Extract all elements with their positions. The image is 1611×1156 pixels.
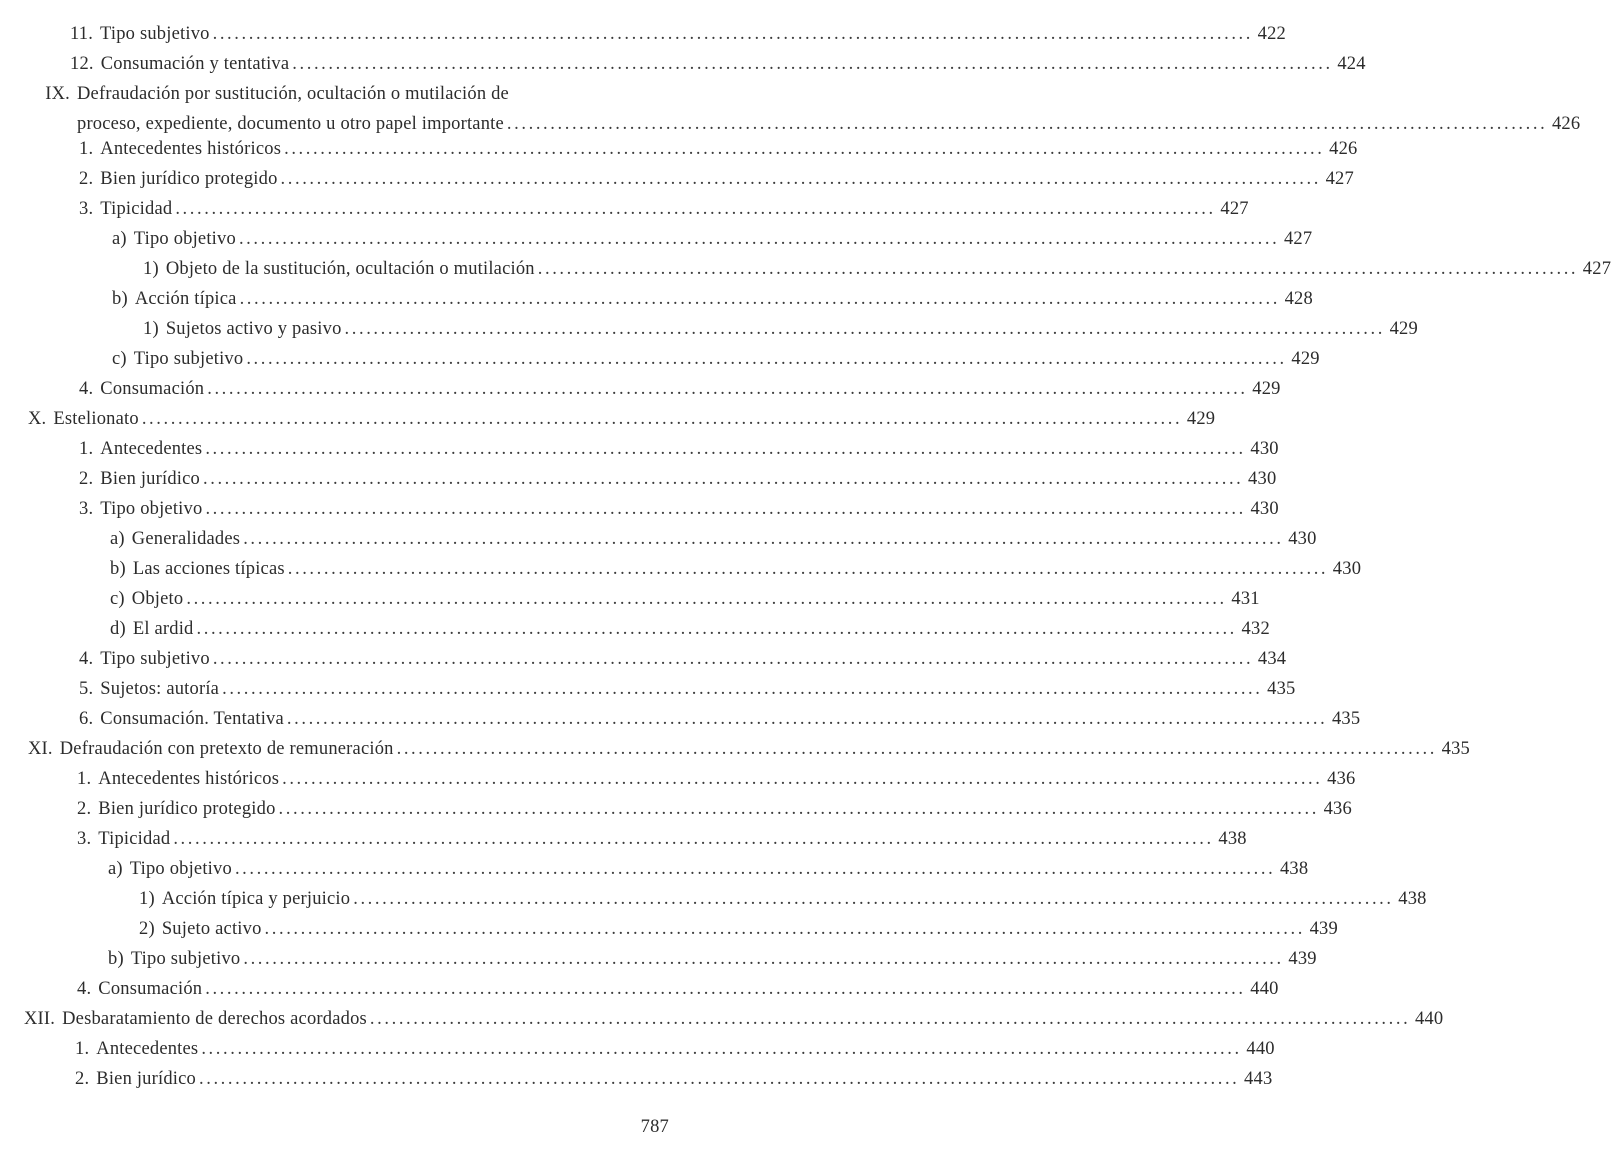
toc-entry-title: Tipo subjetivo: [133, 349, 244, 369]
toc-entry-page: 430: [1250, 499, 1279, 519]
toc-entry-page: 440: [1250, 979, 1279, 999]
toc-entry: [28, 79, 1581, 139]
toc-entry: [110, 584, 1260, 614]
toc-entry-page: 427: [1283, 229, 1313, 249]
toc-entry: [70, 49, 1366, 79]
toc-entry: [110, 614, 1270, 644]
toc-entry-number: b): [108, 949, 124, 969]
toc-entry-title: Sujeto activo: [161, 919, 262, 939]
toc-entry: [112, 224, 1313, 254]
toc-entry-page: 429: [1389, 319, 1418, 339]
toc-entry: [108, 854, 1309, 884]
dot-leader: [246, 344, 1286, 374]
dot-leader: [265, 914, 1305, 944]
toc-entry-number: X.: [28, 409, 47, 429]
dot-leader: [205, 494, 1245, 524]
toc-entry: [77, 794, 1352, 824]
dot-leader: [538, 254, 1578, 284]
toc-entry: [139, 884, 1427, 914]
dot-leader: [222, 674, 1262, 704]
toc-entry-page: 432: [1241, 619, 1270, 639]
dot-leader: [240, 284, 1280, 314]
toc-entry-page: 435: [1441, 739, 1471, 759]
toc-entry-title: Tipo subjetivo: [100, 649, 210, 669]
toc-entry-number: 11.: [70, 24, 94, 44]
toc-entry-page: 439: [1309, 919, 1338, 939]
toc-entry-number: 12.: [70, 54, 94, 74]
toc-entry: [139, 914, 1338, 944]
toc-entry-title-line: Defraudación por sustitución, ocultación o mutilación de: [77, 84, 509, 104]
toc-entry-page: 431: [1231, 589, 1260, 609]
toc-entry: [110, 554, 1362, 584]
toc-entry-page: 427: [1325, 169, 1354, 189]
toc-entry-number: IX.: [45, 84, 70, 104]
toc-entry-page: 430: [1332, 559, 1362, 579]
toc-entry: [79, 644, 1287, 674]
toc-entry-title: Objeto de la sustitución, ocultación o mutilación: [165, 259, 535, 279]
toc-entry-number: 1): [143, 319, 159, 339]
toc-entry-title: Sujetos activo y pasivo: [165, 319, 342, 339]
toc-entry-number: XII.: [24, 1009, 56, 1029]
toc-entry: [143, 314, 1418, 344]
toc-entry-title: Bien jurídico protegido: [100, 169, 278, 189]
dot-leader: [281, 164, 1321, 194]
toc-entry-number: 1): [139, 889, 155, 909]
toc-entry-page: 424: [1337, 54, 1366, 74]
toc-entry-title: Bien jurídico protegido: [98, 799, 276, 819]
dot-leader: [142, 404, 1182, 434]
toc-entry: [79, 464, 1277, 494]
dot-leader: [353, 884, 1393, 914]
dot-leader: [288, 554, 1328, 584]
dot-leader: [235, 854, 1275, 884]
toc-entry-number: 2.: [79, 169, 94, 189]
toc-entry: [79, 434, 1279, 464]
toc-entry-page: 430: [1250, 439, 1279, 459]
dot-leader: [203, 464, 1243, 494]
toc-entry-title: Tipicidad: [100, 199, 173, 219]
toc-entry-number: 2.: [77, 799, 92, 819]
toc-entry-page: 438: [1218, 829, 1247, 849]
toc-entry: [112, 284, 1313, 314]
toc-entry-number: 5.: [79, 679, 94, 699]
toc-entry: [77, 824, 1247, 854]
toc-entry-number: 3.: [79, 199, 94, 219]
toc-entry-number: 2.: [75, 1069, 90, 1089]
toc-entry-title: Desbaratamiento de derechos acordados: [62, 1009, 367, 1029]
toc-entry: [28, 404, 1216, 434]
toc-entry-page: 438: [1398, 889, 1427, 909]
toc-entry-number: b): [110, 559, 126, 579]
toc-entry-number: 1.: [77, 769, 92, 789]
dot-leader: [243, 944, 1283, 974]
toc-entry-number: 3.: [77, 829, 92, 849]
toc-entry-number: 4.: [79, 379, 94, 399]
toc-entry-number: 4.: [77, 979, 92, 999]
toc-entry-page: 439: [1288, 949, 1317, 969]
toc-entry: [77, 974, 1279, 1004]
toc-entry-title: Consumación: [98, 979, 203, 999]
toc-entry-number: 1): [143, 259, 159, 279]
toc-entry: [79, 374, 1281, 404]
toc-entry-title: Tipo objetivo: [129, 859, 232, 879]
toc-entry: [75, 1034, 1275, 1064]
toc-entry-number: 1.: [79, 139, 94, 159]
dot-leader: [397, 734, 1437, 764]
toc-entry: [79, 674, 1296, 704]
toc-entry-title: proceso, expediente, documento u otro papel importante: [77, 114, 504, 134]
dot-leader: [213, 644, 1253, 674]
toc-entry: [110, 524, 1317, 554]
toc-entry-number: 1.: [79, 439, 94, 459]
toc-entry-title: Objeto: [131, 589, 184, 609]
toc-entry-page: 430: [1288, 529, 1317, 549]
toc-entry-title: El ardid: [132, 619, 194, 639]
toc-entry-title: Tipo subjetivo: [130, 949, 241, 969]
dot-leader: [186, 584, 1226, 614]
dot-leader: [239, 224, 1279, 254]
dot-leader: [199, 1064, 1239, 1094]
toc-entry-number: 2.: [79, 469, 94, 489]
toc-entry-number: b): [112, 289, 128, 309]
toc-entry-number: d): [110, 619, 126, 639]
toc-entry-page: 436: [1323, 799, 1352, 819]
toc-entry-title: Acción típica: [134, 289, 237, 309]
dot-leader: [345, 314, 1385, 344]
toc-entry-page: 426: [1329, 139, 1358, 159]
toc-entry-page: 429: [1291, 349, 1320, 369]
toc-entry-page: 427: [1220, 199, 1249, 219]
dot-leader: [370, 1004, 1410, 1034]
toc-entry: [77, 764, 1356, 794]
toc-entry-page: 434: [1257, 649, 1287, 669]
toc-entry-title: Tipo objetivo: [100, 499, 203, 519]
toc-entry-title: Sujetos: autoría: [100, 679, 220, 699]
toc-entry-page: 443: [1244, 1069, 1273, 1089]
toc-entry-number: 6.: [79, 709, 94, 729]
dot-leader: [287, 704, 1327, 734]
toc-entry: [112, 344, 1320, 374]
toc-entry: [79, 494, 1279, 524]
toc-entry: [79, 704, 1361, 734]
toc-entry-number: a): [112, 229, 127, 249]
dot-leader: [282, 764, 1322, 794]
dot-leader: [243, 524, 1283, 554]
toc-entry-title: Tipo objetivo: [133, 229, 236, 249]
dot-leader: [292, 49, 1332, 79]
toc-entry-title: Estelionato: [53, 409, 139, 429]
toc-entry-title: Tipicidad: [98, 829, 171, 849]
toc-entry-title: Antecedentes: [96, 1039, 199, 1059]
toc-entry-number: c): [110, 589, 125, 609]
toc-entry-page: 438: [1279, 859, 1309, 879]
dot-leader: [205, 434, 1245, 464]
toc-entry-page: 426: [1551, 114, 1581, 134]
toc-entry-title: Generalidades: [131, 529, 241, 549]
toc-entry-page: 440: [1246, 1039, 1275, 1059]
toc-entry-page: 422: [1257, 24, 1286, 44]
toc-entry-number: c): [112, 349, 127, 369]
toc-entry-page: 435: [1267, 679, 1296, 699]
toc-entry-page: 427: [1582, 259, 1611, 279]
dot-leader: [197, 614, 1237, 644]
toc-entry-page: 436: [1327, 769, 1356, 789]
toc-entry: [28, 734, 1471, 764]
toc-entry-title: Bien jurídico: [100, 469, 200, 489]
toc-entry-number: XI.: [28, 739, 53, 759]
toc-entry-page: 430: [1248, 469, 1277, 489]
toc-entry: [70, 19, 1286, 49]
toc-entry-title: Consumación: [100, 379, 205, 399]
page-number: 787: [640, 1117, 669, 1137]
toc-entry-title: Antecedentes: [100, 439, 203, 459]
dot-leader: [279, 794, 1319, 824]
dot-leader: [207, 374, 1247, 404]
toc-entry-number: a): [108, 859, 123, 879]
dot-leader: [173, 824, 1213, 854]
dot-leader: [201, 1034, 1241, 1064]
toc-entry-number: 2): [139, 919, 155, 939]
toc-entry: [24, 1004, 1444, 1034]
toc-entry-title: Las acciones típicas: [132, 559, 285, 579]
toc-entry-title: Consumación. Tentativa: [100, 709, 284, 729]
toc-entry-number: 3.: [79, 499, 94, 519]
toc-entry-page: 429: [1186, 409, 1216, 429]
toc-entry: [79, 164, 1354, 194]
toc-entry-title: Consumación y tentativa: [100, 54, 290, 74]
toc-entry-title: Antecedentes históricos: [98, 769, 280, 789]
dot-leader: [284, 134, 1324, 164]
toc-entry-title: Acción típica y perjuicio: [161, 889, 351, 909]
toc-entry-page: 428: [1284, 289, 1313, 309]
toc-entry-number: 4.: [79, 649, 94, 669]
toc-entry: [143, 254, 1611, 284]
toc-entry-page: 429: [1252, 379, 1281, 399]
toc-entry: [79, 134, 1358, 164]
toc-entry: [79, 194, 1249, 224]
toc-entry-number: 1.: [75, 1039, 90, 1059]
toc-entry: [75, 1064, 1273, 1094]
toc-entry-page: 435: [1331, 709, 1361, 729]
toc-entry-title: Antecedentes históricos: [100, 139, 282, 159]
toc-entry-title: Defraudación con pretexto de remuneración: [59, 739, 394, 759]
toc-entry-title: Bien jurídico: [96, 1069, 196, 1089]
dot-leader: [213, 19, 1253, 49]
toc-entry-number: a): [110, 529, 125, 549]
toc-entry-page: 440: [1414, 1009, 1444, 1029]
toc-entry-title: Tipo subjetivo: [100, 24, 210, 44]
dot-leader: [205, 974, 1245, 1004]
dot-leader: [175, 194, 1215, 224]
toc-entry: [108, 944, 1317, 974]
